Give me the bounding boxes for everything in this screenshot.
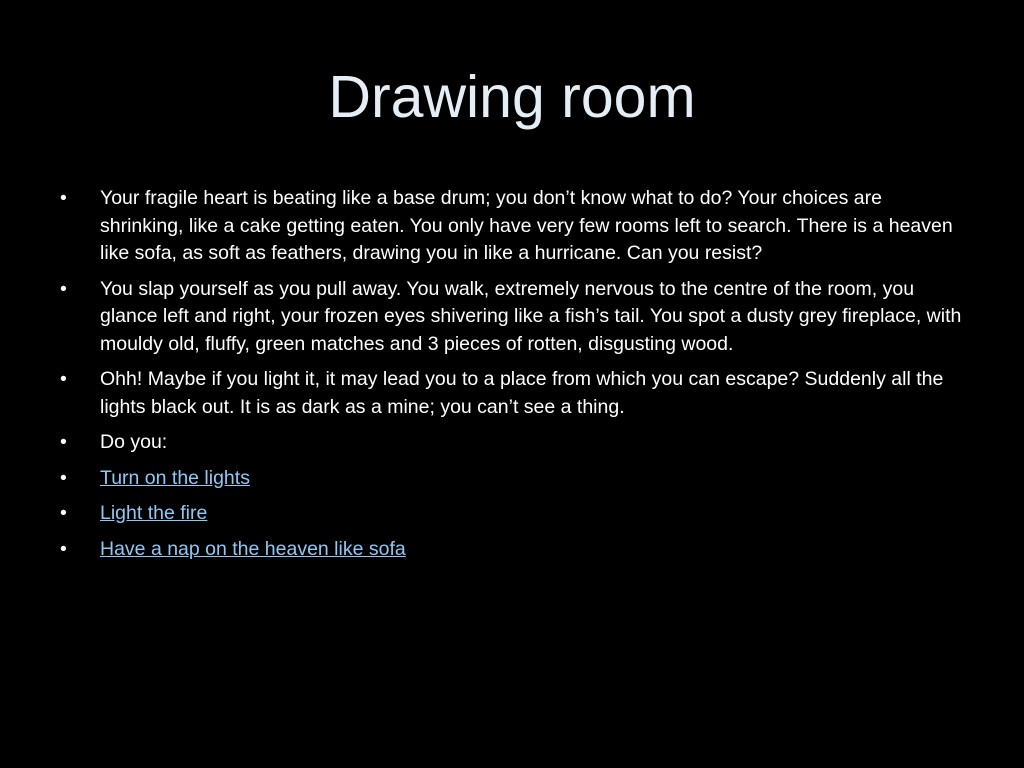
list-item <box>60 366 965 421</box>
light-fire-link[interactable]: Light the fire <box>100 502 208 524</box>
list-item <box>60 276 965 359</box>
bullet-icon: • <box>60 537 67 560</box>
turn-on-lights-link[interactable]: Turn on the lights <box>100 466 250 489</box>
paragraph-text: Do you: <box>100 431 168 453</box>
bullet-list <box>60 185 965 571</box>
list-item <box>60 185 965 268</box>
list-item <box>60 500 965 528</box>
paragraph-text: You slap yourself as you pull away. You walk, extremely nervous to the centre of the room, you glance left and right, your frozen eyes shivering like a fish’s tail. You spot a dusty grey fireplace, with mouldy old, fluffy, green matches and 3 pieces of rotten, disgusting wood. <box>100 277 962 355</box>
list-item <box>60 536 965 564</box>
paragraph-text: Ohh! Maybe if you light it, it may lead you to a place from which you can escape? Suddenly all the lights black out. It is as dark as a mine; you can’t see a thing. <box>100 368 944 418</box>
bullet-icon: • <box>60 187 67 209</box>
list-item <box>60 465 965 493</box>
slide-title: Drawing room <box>328 64 696 130</box>
list-item <box>60 429 965 457</box>
bullet-icon: • <box>60 502 67 524</box>
bullet-icon: • <box>60 277 67 300</box>
nap-on-sofa-link[interactable]: Have a nap on the heaven like sofa <box>100 537 406 560</box>
paragraph-text: Your fragile heart is beating like a base drum; you don’t know what to do? Your choices are shrinking, like a cake getting eaten. You only have very few rooms left to search. There is a heaven like sofa, as soft as feathers, drawing you in like a hurricane. Can you resist? <box>100 187 953 264</box>
bullet-icon: • <box>60 431 67 453</box>
bullet-icon: • <box>60 466 67 489</box>
bullet-icon: • <box>60 368 67 390</box>
